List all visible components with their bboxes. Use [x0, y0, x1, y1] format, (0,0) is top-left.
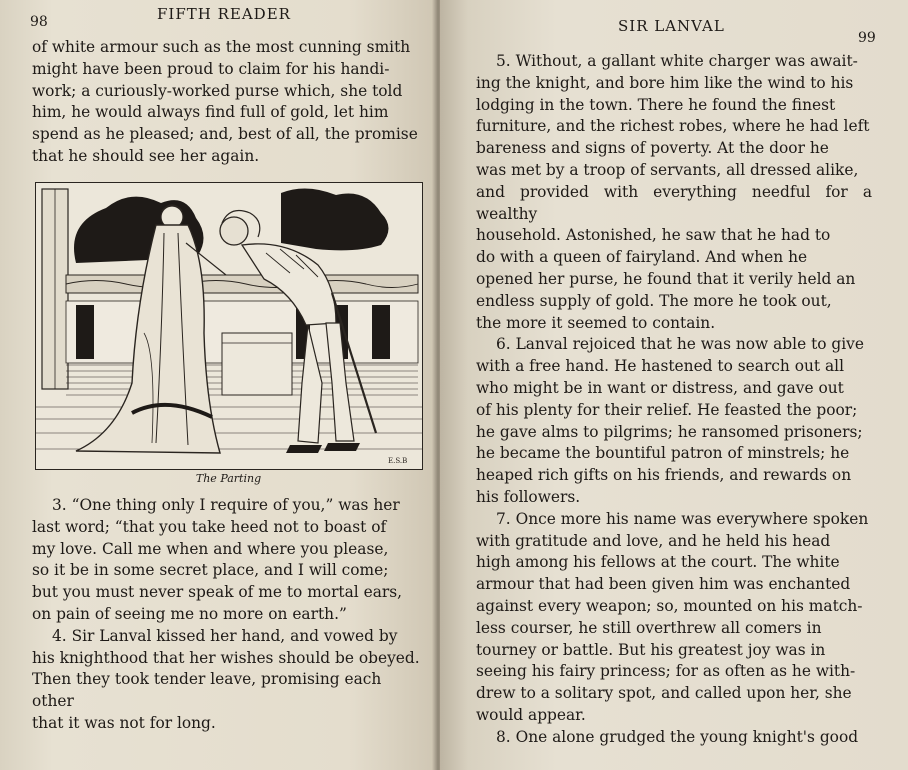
text-line: seeing his fairy princess; for as often as he with-	[476, 662, 856, 681]
text-line: him, he would always find full of gold, let him	[32, 103, 389, 122]
text-line: 8. One alone grudged the young knight's good	[496, 727, 859, 746]
illustration-drawing	[36, 183, 422, 469]
text-line: but you must never speak of me to mortal ears,	[32, 583, 403, 602]
text-line: on pain of seeing me no more on earth.”	[32, 604, 347, 623]
left-page-number: 98	[30, 14, 48, 30]
illustration-the-parting	[35, 182, 423, 470]
text-line: the more it seemed to contain.	[476, 313, 716, 332]
text-line: 5. Without, a gallant white charger was await-	[496, 52, 858, 70]
text-line: of white armour such as the most cunning smith	[32, 38, 411, 56]
right-text	[476, 51, 872, 749]
text-line: Then they took tender leave, promising each other	[32, 670, 382, 711]
text-line: do with a queen of fairyland. And when he	[476, 248, 808, 267]
text-line: of his plenty for their relief. He feasted the poor;	[476, 400, 858, 419]
text-line: his knighthood that her wishes should be obeyed.	[32, 648, 420, 667]
text-line: with gratitude and love, and he held his head	[476, 531, 831, 550]
right-page-number: 99	[858, 30, 876, 46]
text-line: with a free hand. He hastened to search out all	[476, 357, 845, 376]
text-line: last word; “that you take heed not to boast of	[32, 517, 387, 536]
text-line: ing the knight, and bore him like the wind to his	[476, 73, 854, 92]
text-line: was met by a troop of servants, all dressed alike,	[476, 160, 859, 179]
text-line: his followers.	[476, 487, 581, 506]
left-running-head: FIFTH READER	[157, 5, 291, 23]
text-line: 6. Lanval rejoiced that he was now able to give	[496, 335, 864, 354]
text-line: drew to a solitary spot, and called upon her, she	[476, 684, 852, 703]
text-line: that he should see her again.	[32, 146, 260, 165]
text-line: might have been proud to claim for his handi-	[32, 59, 390, 78]
text-line: against every weapon; so, mounted on his match-	[476, 596, 863, 615]
text-line: household. Astonished, he saw that he had to	[476, 226, 831, 245]
text-line: bareness and signs of poverty. At the door he	[476, 139, 829, 158]
text-line: opened her purse, he found that it verily held an	[476, 269, 856, 288]
text-line: furniture, and the richest robes, where he had left	[476, 117, 870, 136]
left-text-top	[32, 37, 424, 168]
text-line: tourney or battle. But his greatest joy was in	[476, 640, 826, 659]
text-line: he became the bountiful patron of minstrels; he	[476, 444, 850, 463]
text-line: spend as he pleased; and, best of all, the promise	[32, 125, 418, 144]
text-line: my love. Call me when and where you please,	[32, 539, 389, 558]
text-line: work; a curiously-worked purse which, she told	[32, 81, 403, 100]
text-line: endless supply of gold. The more he took out,	[476, 291, 832, 310]
right-running-head: SIR LANVAL	[618, 17, 725, 35]
text-line: 7. Once more his name was everywhere spoken	[496, 509, 869, 528]
text-line: high among his fellows at the court. The white	[476, 553, 840, 572]
text-line: that it was not for long.	[32, 713, 216, 732]
svg-text:E.S.B: E.S.B	[388, 457, 408, 465]
text-line: he gave alms to pilgrims; he ransomed prisoners;	[476, 422, 863, 441]
right-page	[440, 0, 908, 770]
text-line: armour that had been given him was enchanted	[476, 575, 851, 594]
left-text-bottom	[32, 495, 428, 735]
text-line: lodging in the town. There he found the finest	[476, 95, 836, 114]
text-line: heaped rich gifts on his friends, and rewards on	[476, 466, 852, 485]
text-line: 3. “One thing only I require of you,” was her	[52, 496, 400, 514]
text-line: and provided with everything needful for a wealthy	[476, 182, 872, 223]
text-line: less courser, he still overthrew all comers in	[476, 618, 822, 637]
text-line: so it be in some secret place, and I will come;	[32, 561, 389, 580]
figure-caption: The Parting	[195, 472, 262, 485]
left-page	[0, 0, 437, 770]
text-line: would appear.	[476, 705, 586, 724]
text-line: who might be in want or distress, and gave out	[476, 378, 844, 397]
text-line: 4. Sir Lanval kissed her hand, and vowed by	[52, 626, 398, 645]
